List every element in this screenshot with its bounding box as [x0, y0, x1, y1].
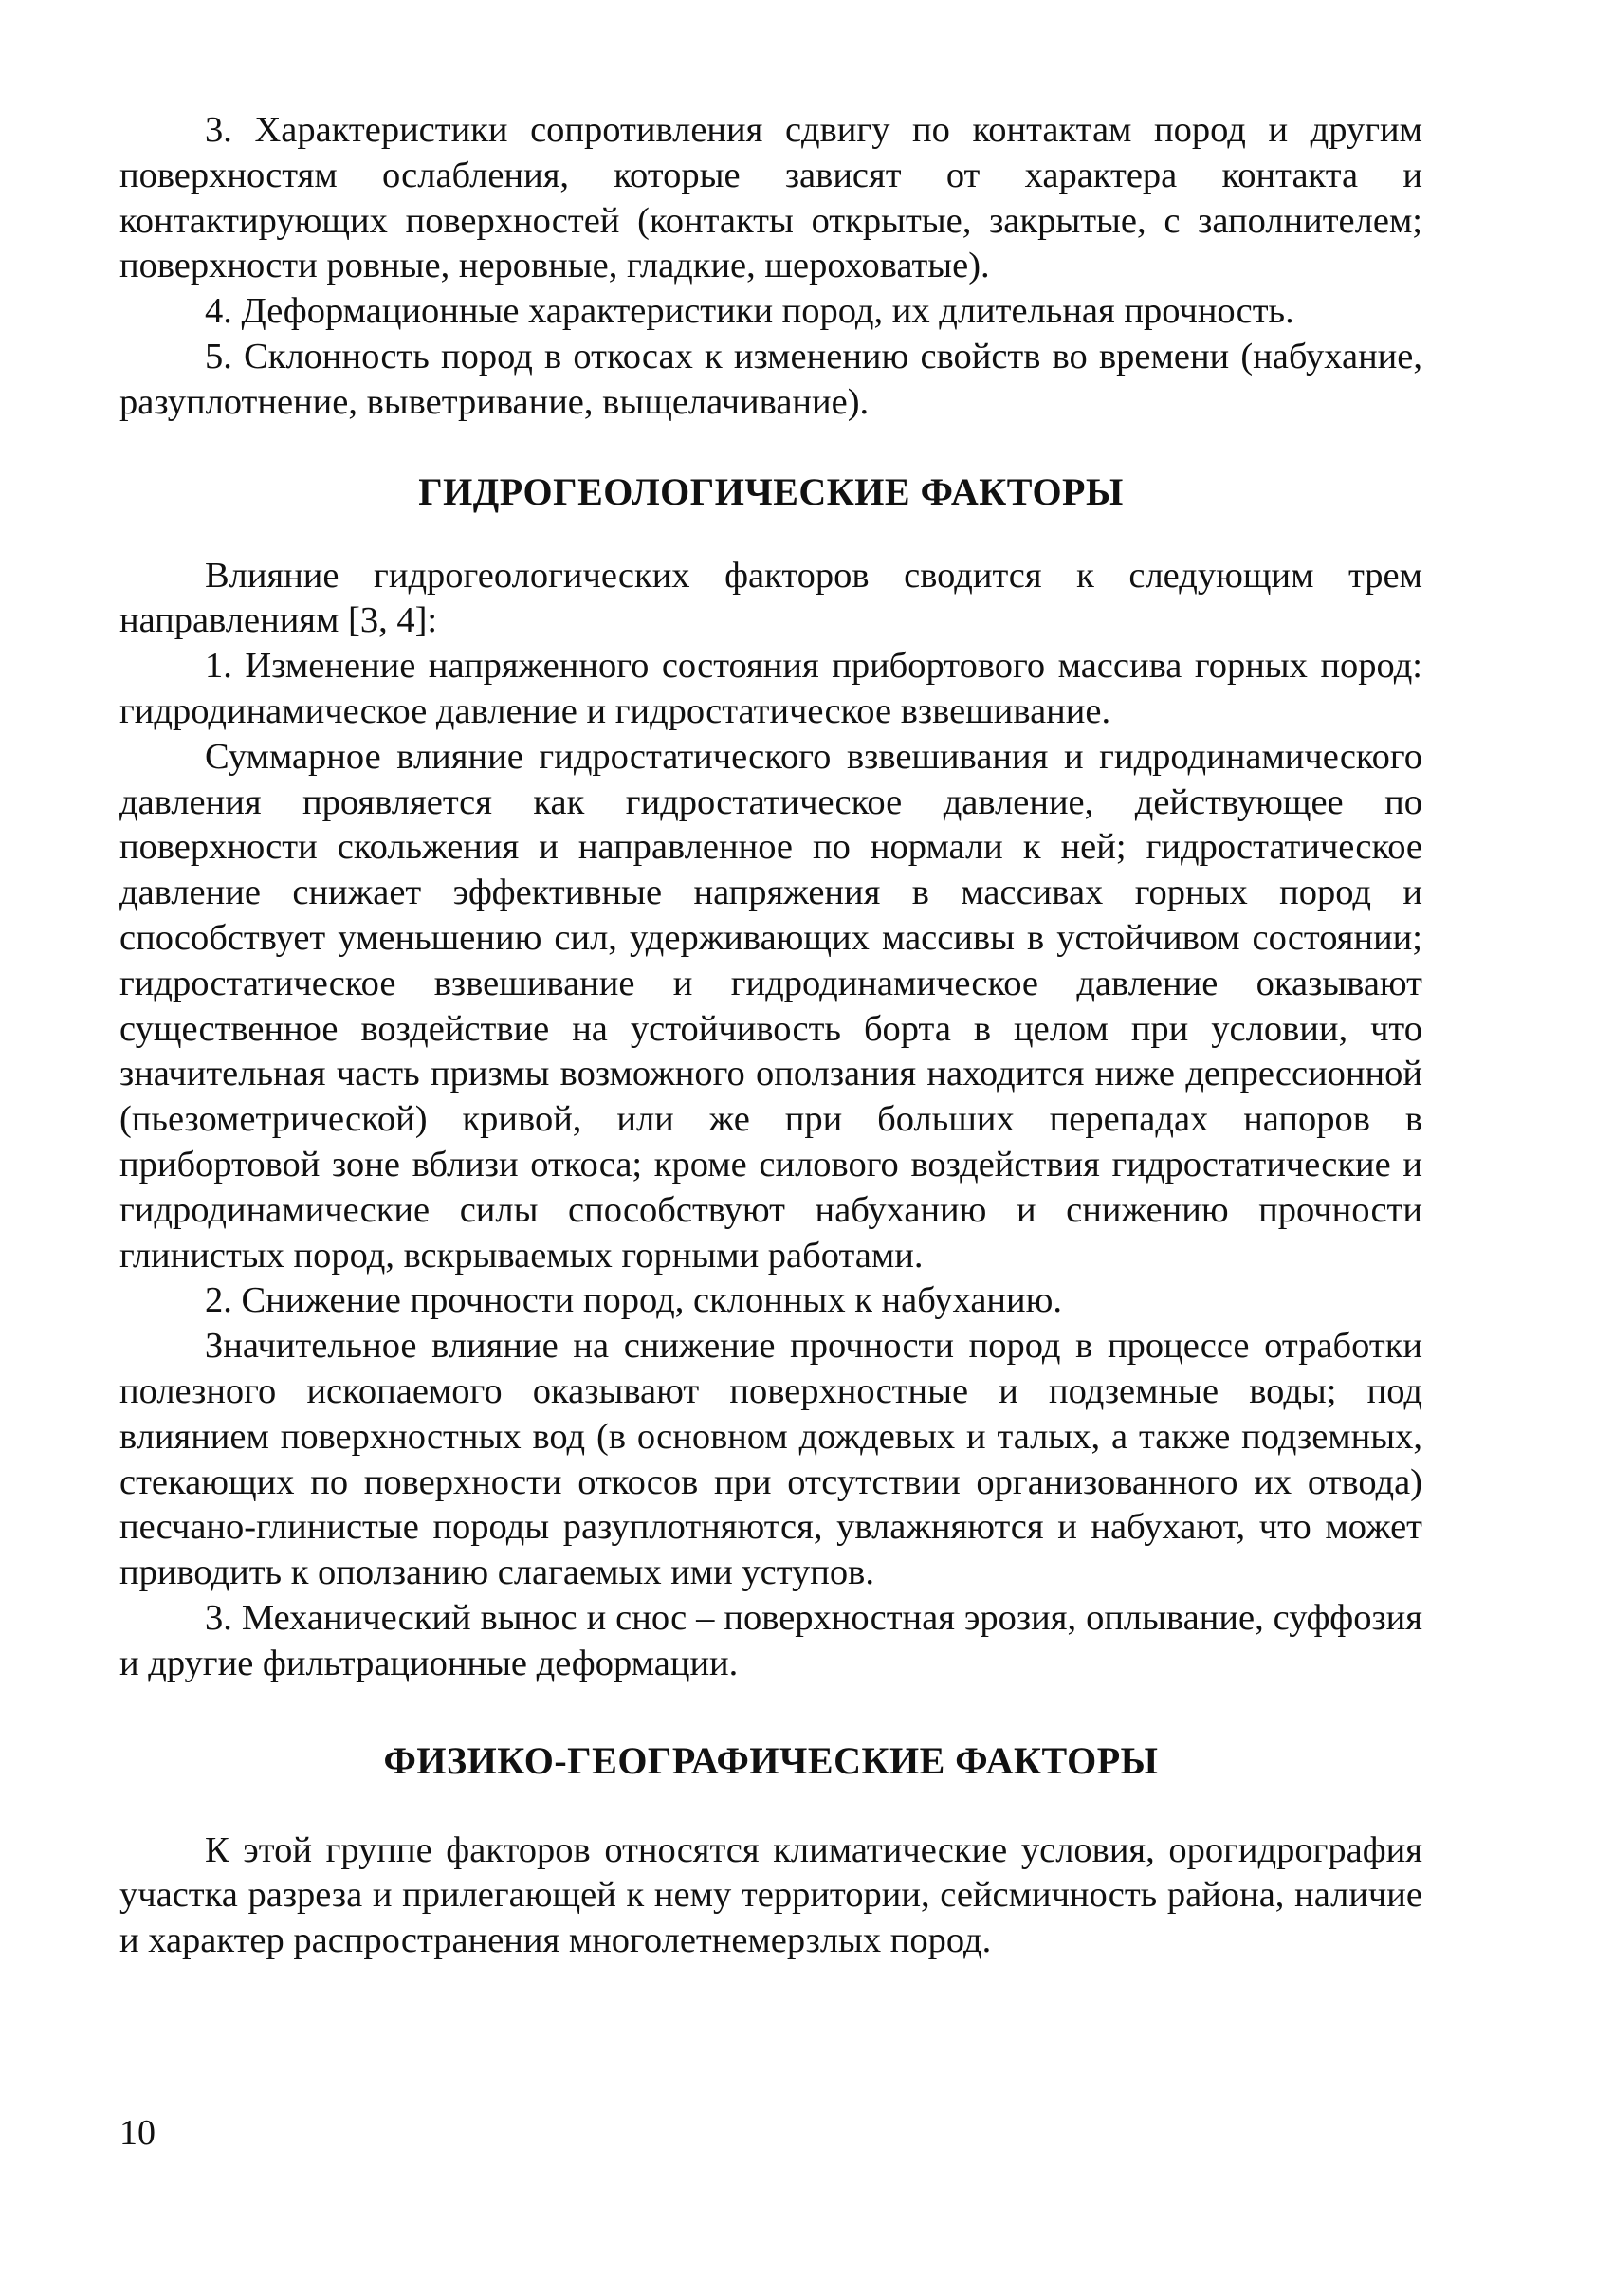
hydro-item-1: 1. Изменение напряженного состояния прибортового массива горных пород: гидродинамическое давление и гидростатическое взвешивание. — [119, 646, 1422, 731]
hydro-item-2: 2. Снижение прочности пород, склонных к набуханию. — [205, 1280, 1063, 1321]
hydro-item-3: 3. Механический вынос и снос – поверхностная эрозия, оплывание, суффозия и другие фильтрационные деформации. — [119, 1597, 1422, 1683]
page-number: 10 — [119, 2113, 156, 2153]
phys-intro-paragraph: К этой группе факторов относятся климатические условия, орогидрография участка разреза и прилегающей к нему территории, сейсмичность района, наличие и характер распространения многолетнемерзлых пород. — [119, 1829, 1422, 1961]
section-heading-hydrogeological: ГИДРОГЕОЛОГИЧЕСКИЕ ФАКТОРЫ — [418, 469, 1124, 513]
section-heading-physical-geographic: ФИЗИКО-ГЕОГРАФИЧЕСКИЕ ФАКТОРЫ — [383, 1738, 1159, 1782]
paragraph-item-5: 5. Склонность пород в откосах к изменению свойств во времени (набухание, разуплотнение, выветривание, выщелачивание). — [119, 336, 1422, 422]
hydro-item-1-explanation: Суммарное влияние гидростатического взвешивания и гидродинамического давления проявляется как гидростатическое давление, действующее по поверхности скольжения и направленное по нормали к ней; гидростатическое давление снижает эффективные напряжения в массивах горных пород и способствует уменьшению сил, удерживающих массивы в устойчивом состоянии; гидростатическое взвешивание и гидродинамическое давление оказывают существенное воздействие на устойчивость борта в целом при условии, что значительная часть призмы возможного оползания находится ниже депрессионной (пьезометрической) кривой, или же при больших перепадах напоров в прибортовой зоне вблизи откоса; кроме силового воздействия гидростатические и гидродинамические силы способствуют набуханию и снижению прочности глинистых пород, вскрываемых горными работами. — [119, 736, 1422, 1276]
page-content — [119, 108, 1422, 1964]
hydro-intro-paragraph: Влияние гидрогеологических факторов сводится к следующим трем направлениям [3, 4]: — [119, 555, 1422, 641]
paragraph-item-4: 4. Деформационные характеристики пород, их длительная прочность. — [205, 291, 1294, 332]
hydro-item-2-explanation: Значительное влияние на снижение прочности пород в процессе отработки полезного ископаемого оказывают поверхностные и подземные воды; под влиянием поверхностных вод (в основном дождевых и талых, а также подземных, стекающих по поверхности откосов при отсутствии организованного их отвода) песчано-глинистые породы разуплотняются, увлажняются и набухают, что может приводить к оползанию слагаемых ими уступов. — [119, 1326, 1422, 1593]
paragraph-item-3: 3. Характеристики сопротивления сдвигу по контактам пород и другим поверхностям ослабления, которые зависят от характера контакта и контактирующих поверхностей (контакты открытые, закрытые, с заполнителем; поверхности ровные, неровные, гладкие, шероховатые). — [119, 110, 1422, 286]
